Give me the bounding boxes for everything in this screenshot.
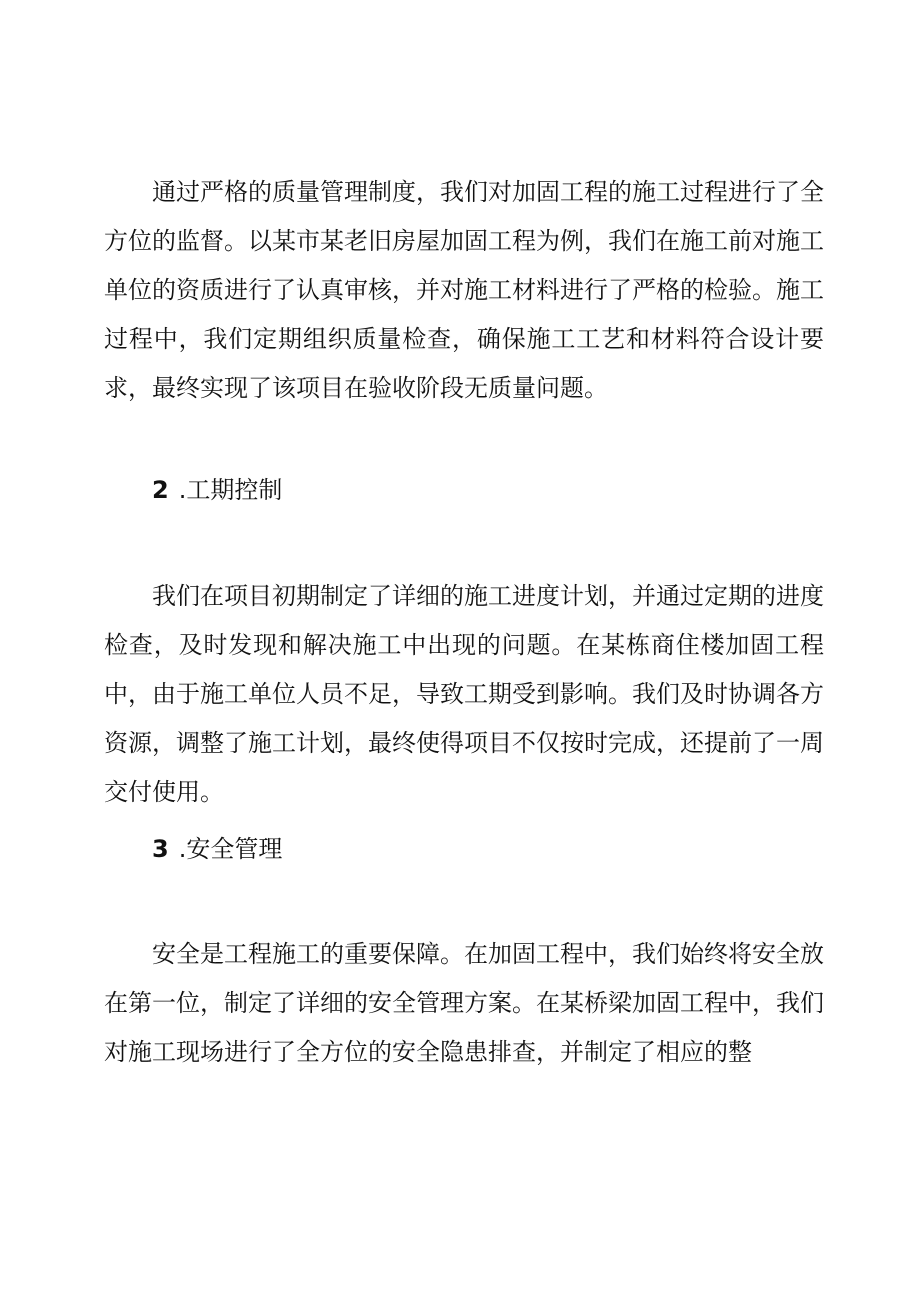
section-heading-safety-management	[152, 834, 282, 864]
section-heading-schedule-control	[152, 475, 282, 505]
section-number: 2	[152, 476, 169, 504]
section-title: .安全管理	[178, 835, 283, 863]
paragraph-quality-management: 通过严格的质量管理制度，我们对加固工程的施工过程进行了全方位的监督。以某市某老旧房屋加固工程为例，我们在施工前对施工单位的资质进行了认真审核，并对施工材料进行了严格的检验。施工过程中，我们定期组织质量检查，确保施工工艺和材料符合设计要求，最终实现了该项目在验收阶段无质量问题。	[104, 178, 824, 402]
paragraph-schedule-control: 我们在项目初期制定了详细的施工进度计划，并通过定期的进度检查，及时发现和解决施工中出现的问题。在某栋商住楼加固工程中，由于施工单位人员不足，导致工期受到影响。我们及时协调各方资源，调整了施工计划，最终使得项目不仅按时完成，还提前了一周交付使用。	[104, 582, 824, 806]
section-title: .工期控制	[178, 476, 283, 504]
section-number: 3	[152, 835, 169, 863]
paragraph-safety-management: 安全是工程施工的重要保障。在加固工程中，我们始终将安全放在第一位，制定了详细的安全管理方案。在某桥梁加固工程中，我们对施工现场进行了全方位的安全隐患排查，并制定了相应的整	[104, 940, 824, 1066]
